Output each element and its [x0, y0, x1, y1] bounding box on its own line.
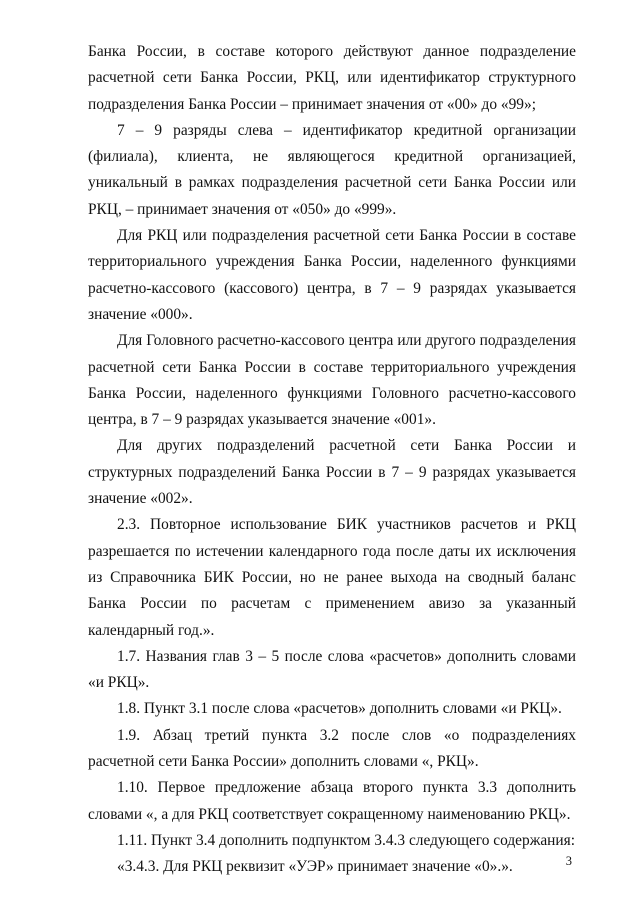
paragraph-grkc-value-001: Для Головного расчетно-кассового центра или другого подразделения расчетной сети Банка России в составе территориального учреждения Банка России, наделенного функциями Головного расчетно-кассового центра, в 7 – 9 разрядах указывается значение «001». — [88, 332, 576, 429]
paragraph-continuation: Банка России, в составе которого действуют данное подразделение расчетной сети Банка России, РКЦ, или идентификатор структурного подразделения Банка России – принимает значения от «00» до «99»; — [88, 43, 576, 113]
paragraph-other-value-002: Для других подразделений расчетной сети Банка России и структурных подразделений Банка России в 7 – 9 разрядах указывается значение «002». — [88, 437, 576, 508]
page-number: 3 — [565, 854, 572, 868]
paragraph-1-10: 1.10. Первое предложение абзаца второго пункта 3.3 дополнить словами «, а для РКЦ соответствует сокращенному наименованию РКЦ». — [88, 779, 576, 823]
document-body — [88, 39, 576, 881]
paragraph-rkc-value-000: Для РКЦ или подразделения расчетной сети Банка России в составе территориального учреждения Банка России, наделенного функциями расчетно-кассового (кассового) центра, в 7 – 9 разрядах указывается значение «000». — [88, 227, 576, 323]
paragraph-digits-7-9: 7 – 9 разряды слева – идентификатор кредитной организации (филиала), клиента, не являющегося кредитной организацией, уникальный в рамках подразделения расчетной сети Банка России или РКЦ, – принимает значения от «050» до «999». — [88, 121, 576, 218]
paragraph-1-11: 1.11. Пункт 3.4 дополнить подпунктом 3.4.3 следующего содержания: — [117, 831, 575, 849]
paragraph-1-9: 1.9. Абзац третий пункта 3.2 после слов «о подразделениях расчетной сети Банка России» дополнить словами «, РКЦ». — [88, 726, 576, 771]
paragraph-1-7: 1.7. Названия глав 3 – 5 после слова «расчетов» дополнить словами «и РКЦ». — [88, 647, 576, 692]
paragraph-2-3: 2.3. Повторное использование БИК участников расчетов и РКЦ разрешается по истечении календарного года после даты их исключения из Справочника БИК России, но не ранее выхода на сводный баланс Банка России по расчетам с применением авизо за указанный календарный год.». — [88, 516, 576, 639]
paragraph-3-4-3: «3.4.3. Для РКЦ реквизит «УЭР» принимает значение «0».». — [117, 858, 513, 876]
paragraph-1-8: 1.8. Пункт 3.1 после слова «расчетов» дополнить словами «и РКЦ». — [117, 700, 562, 718]
